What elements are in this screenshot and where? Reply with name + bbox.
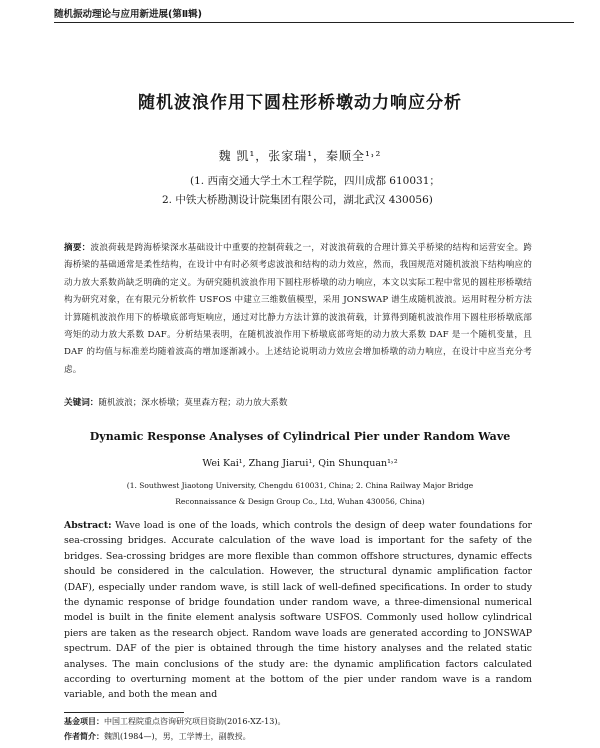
- footnote-funding: [64, 716, 285, 727]
- abstract-en-text: Wave load is one of the loads, which controls the design of deep water foundations for sea-crossing bridges. Accurate calculation of the wave load is important for the safety of the bridges. Sea-crossing bridges are more flexible than common offshore structures, dynamic effects should be considered in the calculation. However, the structural dynamic amplification factor (DAF), especially under random wave, is still lack of well-defined specifications. In order to study the dynamic response of bridge foundation under random wave, a three-dimensional numerical model is built in the finite element analysis software USFOS. Commonly used hollow cylindrical piers are taken as the research object. Random wave loads are generated according to JONSWAP spectrum. DAF of the pier is obtained through the time history analyses and the related static analyses. The main conclusions of the study are: the dynamic amplification factors calculated according to overturning moment at the bottom of the pier under random wave is a random variable, and both the mean and: [64, 520, 532, 701]
- authors-cn: 魏 凯¹，张家瑞¹，秦顺全¹˒²: [218, 149, 382, 163]
- footnote-author-label: 作者简介：: [64, 731, 104, 741]
- keywords-cn-text: 随机波浪；深水桥墩；莫里森方程；动力放大系数: [98, 398, 288, 408]
- footnote-author: [64, 731, 251, 742]
- affiliation-cn-1: (1. 西南交通大学土木工程学院，四川成都 610031；: [190, 175, 440, 187]
- footnote-divider: [64, 712, 184, 713]
- abstract-cn-label: 摘要：: [64, 243, 91, 253]
- paper-title-cn: 随机波浪作用下圆柱形桥墩动力响应分析: [138, 93, 462, 113]
- affiliation-cn-2: 2. 中铁大桥勘测设计院集团有限公司，湖北武汉 430056): [162, 194, 433, 206]
- keywords-cn: [64, 396, 287, 408]
- footnote-funding-label: 基金项目：: [64, 716, 104, 726]
- running-header: [54, 6, 574, 23]
- footnote-author-text: 魏凯(1984—)，男，工学博士，副教授。: [104, 732, 251, 741]
- abstract-en: [64, 518, 532, 703]
- paper-title-en: Dynamic Response Analyses of Cylindrical Pier under Random Wave: [89, 430, 511, 443]
- affiliation-en-2: Reconnaissance & Design Group Co., Ltd, Wuhan 430056, China): [175, 497, 425, 506]
- abstract-en-label: Abstract:: [64, 520, 112, 531]
- running-title: 随机振动理论与应用新进展(第Ⅱ辑): [54, 9, 202, 20]
- authors-en: Wei Kai¹, Zhang Jiarui¹, Qin Shunquan¹˒²: [202, 458, 398, 469]
- affiliation-en-1: (1. Southwest Jiaotong University, Chengdu 610031, China; 2. China Railway Major Bridge: [126, 481, 474, 490]
- footnote-funding-text: 中国工程院重点咨询研究项目资助(2016-XZ-13)。: [104, 717, 286, 726]
- abstract-cn-text: 波浪荷载是跨海桥梁深水基础设计中重要的控制荷载之一，对波浪荷载的合理计算关乎桥梁的结构和运营安全。跨海桥梁的基础通常是柔性结构，在设计中有时必须考虑波浪和结构的动力效应，然而，我国规范对随机波浪下结构响应的动力放大系数尚缺乏明确的定义。为研究随机波浪作用下圆柱形桥墩的动力响应，本文以实际工程中常见的圆柱形桥墩结构为研究对象，在有限元分析软件 USFOS 中建立三维数值模型，采用 JONSWAP 谱生成随机波浪。运用时程分析方法计算随机波浪作用下的桥墩底部弯矩响应，通过对比静力方法计算的波浪荷载，计算得到随机波浪作用下圆柱形桥墩底部弯矩的动力放大系数 DAF。分析结果表明，在随机波浪作用下桥墩底部弯矩的动力放大系数 DAF 是一个随机变量，且 DAF 的均值与标准差均随着波高的增加逐渐减小。上述结论说明动力效应会增加桥墩的动力响应，在设计中应当充分考虑。: [64, 243, 532, 375]
- abstract-cn: [64, 240, 532, 379]
- keywords-cn-label: 关键词：: [64, 398, 99, 408]
